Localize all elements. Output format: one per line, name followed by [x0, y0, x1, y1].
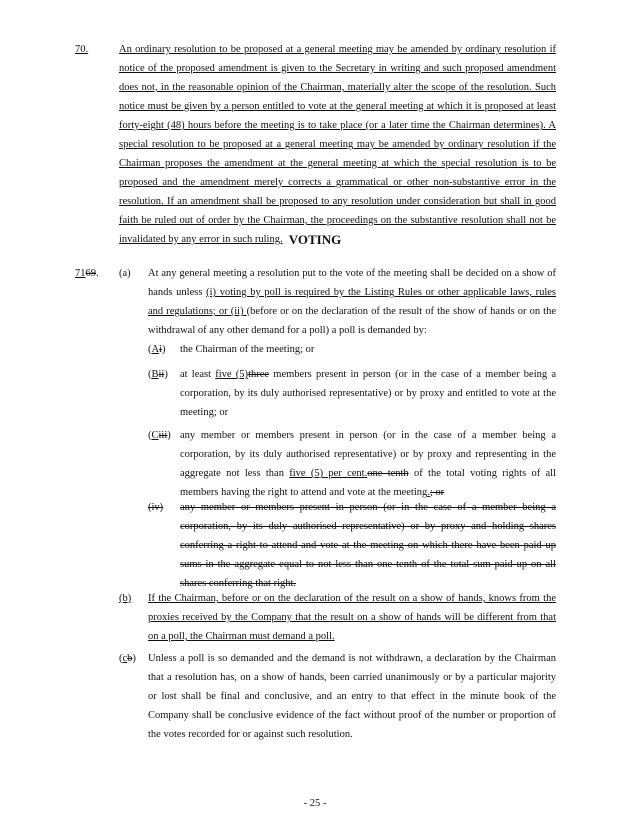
subparagraph-C-text [180, 426, 556, 502]
subparagraph-C-deleted: one tenth [367, 468, 409, 479]
subparagraph-C-label [148, 426, 171, 445]
subparagraph-iv-label: (iv) [148, 502, 164, 513]
clause-number-dot: . [96, 268, 99, 279]
clause-number-deleted: 69 [85, 268, 96, 279]
subparagraph-C-inserted: five (5) per cent. [289, 468, 368, 479]
label-open-paren: ( [148, 369, 152, 380]
label-inserted: A [151, 344, 160, 355]
subparagraph-C-text-1: any member or members present in person (or in the case of a member being a corporation, by its duly authorised representative) or by proxy and representing in the aggregate not less than [180, 430, 556, 479]
label-close-paren: ) [167, 430, 171, 441]
subparagraph-C-inserted-end: . [427, 487, 430, 498]
label-close-paren: ) [164, 369, 168, 380]
label-deleted: ii [158, 369, 165, 380]
clause-number-inserted: 71 [75, 268, 86, 279]
paragraph-a-inserted: (i) voting by poll is required by the Listing Rules or other applicable laws, rules and regulations; or (ii) [148, 287, 557, 317]
paragraph-a-text-2: (before or on the declaration of the result of the show of hands or on the withdrawal of any other demand for a poll) a poll is demanded by: [148, 306, 556, 336]
subparagraph-A-label [148, 340, 166, 359]
paragraph-c-text: Unless a poll is so demanded and the demand is not withdrawn, a declaration by the Chairman that a resolution has, on a show of hands, been carried unanimously or by a particular majority or lost shall be final and conclusive, and an entry to that effect in the minute book of the Company shall be conclusive evidence of the fact without proof of the number or proportion of the votes recorded for or against such resolution. [148, 653, 556, 740]
clause-70-number: 70. [75, 44, 89, 55]
label-open-paren: ( [148, 430, 152, 441]
clause-70-text: An ordinary resolution to be proposed at a general meeting may be amended by ordinary resolution if notice of the proposed amendment is given to the Secretary in writing and such proposed amendment does not, in the reasonable opinion of the Chairman, materially alter the scope of the resolution. Such notice must be given by a person entitled to vote at the general meeting at which it is proposed at least forty-eight (48) hours before the meeting is to take place (or a later time the Chairman determines). A special resolution to be proposed at a general meeting may be amended by ordinary resolution if the Chairman proposes the amendment at the general meeting at which the special resolution is to be proposed and the amendment merely corrects a grammatical or other non-substantive error in the resolution. If an amendment shall be proposed to any resolution under consideration but shall in good faith be ruled out of order by the Chairman, the proceedings on the substantive resolution shall not be invalidated by any error in such ruling. [119, 44, 556, 245]
label-open-paren: ( [148, 344, 152, 355]
subparagraph-B-label [148, 365, 168, 384]
label-deleted: i [159, 344, 163, 355]
subparagraph-B-inserted: five (5) [215, 369, 249, 380]
section-heading-voting: VOTING [288, 232, 342, 247]
paragraph-a-label: (a) [119, 268, 131, 279]
paragraph-b-label: (b) [119, 593, 132, 604]
subparagraph-iv-text-deleted: any member or members present in person (or in the case of a member being a corporation, by its duly authorised representative) or by proxy and holding shares conferring a right to attend and vote at the meeting on which there have been paid up sums in the aggregate equal to not less than one tenth of the total sum paid up on all shares conferring that right. [180, 502, 556, 589]
page-number: - 25 - [303, 798, 327, 809]
label-open-paren: ( [119, 653, 123, 664]
subparagraph-C-deleted-end: ; or [429, 487, 445, 498]
subparagraph-A-text: the Chairman of the meeting; or [180, 344, 315, 355]
clause-71-number [75, 264, 99, 283]
subparagraph-B-text-2: members present in person (or in the case of a member being a corporation, by its duly authorised representative) or by proxy and entitled to vote at the meeting; or [180, 369, 556, 418]
paragraph-a-text-1: At any general meeting a resolution put to the vote of the meeting shall be decided on a show of hands unless [148, 268, 556, 298]
subparagraph-B-text-1: at least [180, 369, 216, 380]
paragraph-c-label [119, 649, 136, 668]
subparagraph-C-text-2: of the total voting rights of all members having the right to attend and vote at the meeting [180, 468, 556, 498]
label-close-paren: ) [132, 653, 136, 664]
paragraph-b-text-inserted: If the Chairman, before or on the declaration of the result on a show of hands, knows from the proxies received by the Company that the result on a show of hands will be different from that on a poll, the Chairman must demand a poll. [148, 593, 556, 642]
subparagraph-B-deleted: three [248, 369, 270, 380]
label-close-paren: ) [162, 344, 166, 355]
label-inserted: C [151, 430, 159, 441]
paragraph-a-text [148, 264, 556, 340]
label-deleted: b [127, 653, 133, 664]
label-inserted: c [122, 653, 128, 664]
subparagraph-B-text [180, 365, 556, 422]
label-deleted: iii [158, 430, 168, 441]
label-inserted: B [151, 369, 159, 380]
